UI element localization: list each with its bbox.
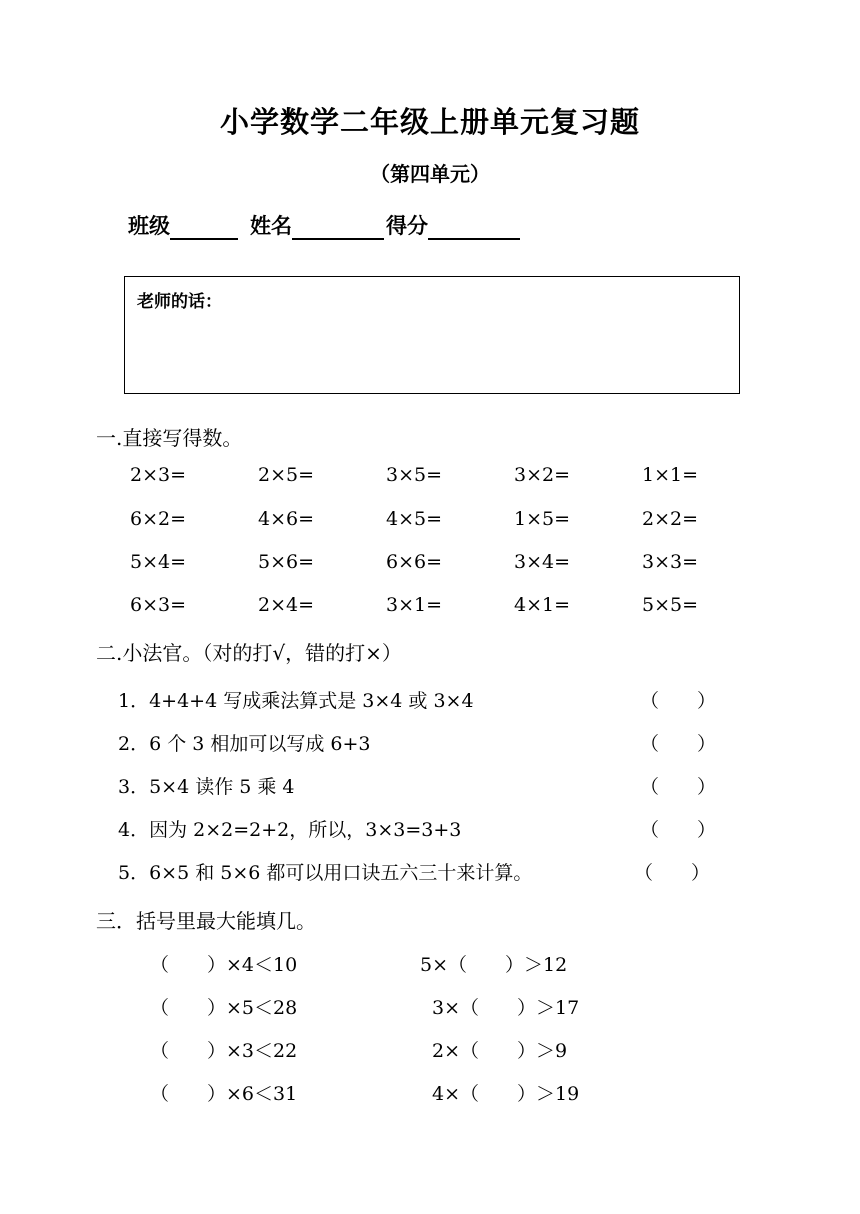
- calc-item: 5×6=: [258, 551, 315, 573]
- name-blank[interactable]: [292, 214, 384, 240]
- calc-item: 5×5=: [642, 594, 699, 616]
- name-label: 姓名: [250, 213, 292, 238]
- calc-item: 2×4=: [258, 594, 315, 616]
- calc-item: 3×2=: [514, 464, 571, 486]
- judge-answer-paren[interactable]: （ ）: [640, 819, 717, 841]
- score-blank[interactable]: [428, 214, 520, 240]
- calc-item: 5×4=: [130, 551, 187, 573]
- calc-item: 4×6=: [258, 508, 315, 530]
- judge-item-text: 3．5×4 读作 5 乘 4: [118, 776, 295, 798]
- fill-item-right[interactable]: 5×（ ）＞12: [420, 954, 568, 976]
- judge-item-text: 2．6 个 3 相加可以写成 6+3: [118, 733, 371, 755]
- fill-item-left[interactable]: （ ）×6＜31: [150, 1083, 298, 1105]
- fill-item-right[interactable]: 2×（ ）＞9: [432, 1040, 568, 1062]
- class-label: 班级: [128, 213, 170, 238]
- teacher-comment-box: [124, 276, 740, 394]
- unit-subtitle: （第四单元）: [370, 162, 490, 186]
- page-title: 小学数学二年级上册单元复习题: [219, 105, 640, 139]
- calc-item: 3×3=: [642, 551, 699, 573]
- calc-item: 6×3=: [130, 594, 187, 616]
- calc-item: 3×1=: [386, 594, 443, 616]
- calc-item: 1×1=: [642, 464, 699, 486]
- calc-item: 3×4=: [514, 551, 571, 573]
- fill-item-right[interactable]: 3×（ ）＞17: [432, 997, 580, 1019]
- judge-item-text: 5．6×5 和 5×6 都可以用口诀五六三十来计算。: [118, 862, 533, 884]
- calc-item: 6×6=: [386, 551, 443, 573]
- fill-item-right[interactable]: 4×（ ）＞19: [432, 1083, 580, 1105]
- calc-item: 3×5=: [386, 464, 443, 486]
- calc-item: 6×2=: [130, 508, 187, 530]
- fill-item-left[interactable]: （ ）×3＜22: [150, 1040, 298, 1062]
- section-1-title: 一.直接写得数。: [96, 426, 243, 450]
- section-3-title: 三．括号里最大能填几。: [96, 909, 316, 933]
- score-label: 得分: [386, 213, 428, 238]
- judge-item-text: 4．因为 2×2=2+2，所以，3×3=3+3: [118, 819, 462, 841]
- calc-item: 4×5=: [386, 508, 443, 530]
- judge-answer-paren[interactable]: （ ）: [640, 690, 717, 712]
- judge-answer-paren[interactable]: （ ）: [640, 776, 717, 798]
- teacher-comment-label: 老师的话：: [137, 292, 222, 312]
- calc-item: 2×5=: [258, 464, 315, 486]
- class-blank[interactable]: [170, 214, 238, 240]
- judge-answer-paren[interactable]: （ ）: [640, 733, 717, 755]
- fill-item-left[interactable]: （ ）×4＜10: [150, 954, 298, 976]
- calc-item: 1×5=: [514, 508, 571, 530]
- calc-item: 2×3=: [130, 464, 187, 486]
- judge-answer-paren[interactable]: （ ）: [634, 862, 711, 884]
- student-info-row: [128, 210, 532, 240]
- calc-item: 2×2=: [642, 508, 699, 530]
- section-2-title: 二.小法官。（对的打√，错的打×）: [96, 641, 402, 665]
- judge-item-text: 1．4+4+4 写成乘法算式是 3×4 或 3×4: [118, 690, 474, 712]
- calc-item: 4×1=: [514, 594, 571, 616]
- fill-item-left[interactable]: （ ）×5＜28: [150, 997, 298, 1019]
